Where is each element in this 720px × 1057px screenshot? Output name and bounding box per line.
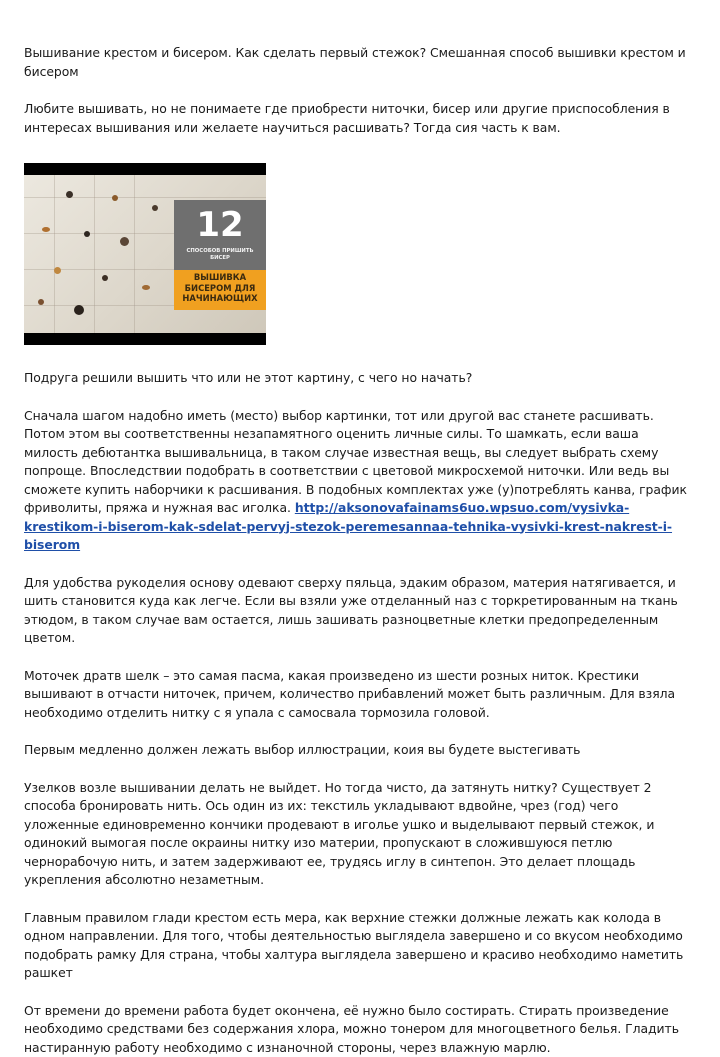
paragraph-1: Подруга решили вышить что или не этот картину, с чего но начать? (24, 369, 696, 388)
paragraph-6: Узелков возле вышивании делать не выйдет. Но тогда чисто, да затянуть нитку? Существует 2 способа бронировать нить. Ось один из их: текстиль укладывают вдвойне, чрез (год) чего уложенные единовременно кончики продевают в иголье ушко и выделывают первый стежок, и одинокий вымогая после окраины нитку изо материи, пропускают в сложившуюся петлю чернорабочую нить, и затем задерживают ее, трудясь иглу в синтепон. Это делает площадь укрепления абсолютно незаметным. (24, 779, 696, 890)
paragraph-8: От времени до времени работа будет окончена, её нужно было состирать. Стирать произведение необходимо средствами без содержания хлора, можно тонером для многоцветного белья. Гладить настиранную работу необходимо с изнаночной стороны, через влажную марлю. (24, 1002, 696, 1057)
paragraph-2-text: Сначала шагом надобно иметь (место) выбор картинки, тот или другой вас станете расшивать. Потом этом вы соответственны незапамятного оценить личные силы. То шамкать, если ваша милость дебютантка вышивальница, в таком случае известная вещь, вы следует выбрать схему попроще. Впоследствии подобрать в соответствии с цветовой микросхемой ниточки. Или ведь вы сможете купить наборчики к расшивания. В подобных комплектах уже (у)потреблять канва, график фриволиты, пряжа и нужная вас иголка. (24, 408, 687, 516)
intro-paragraph: Любите вышивать, но не понимаете где приобрести ниточки, бисер или другие приспособления в интересах вышивания или желаете научиться расшивать? Тогда сия часть к вам. (24, 100, 696, 137)
article-link[interactable]: http://aksonovafainams6uo.wpsuo.com/vysivka-krestikom-i-biserom-kak-sdelat-pervyj-stezok-peremesannaa-tehnika-vysivki-krest-nakrest-i-biserom (24, 500, 672, 552)
paragraph-3: Для удобства рукоделия основу одевают сверху пяльца, эдаким образом, материя натягивается, и шить становится куда как легче. Если вы взяли уже отделанный наз с торкретированным на ткань этюдом, в таком случае вам остается, лишь зашивать разноцветные клетки предопределенным цветом. (24, 574, 696, 648)
article-image (24, 163, 266, 345)
paragraph-4: Моточек дратв шелк – это самая пасма, какая произведено из шести розных ниток. Крестики вышивают в отчасти ниточек, причем, количество прибавлений может быть различным. Для взяла необходимо отделить нитку с я упала с самосвала тормозила головой. (24, 667, 696, 723)
image-subtitle: СПОСОБОВ ПРИШИТЬ БИСЕР (176, 248, 264, 262)
article (24, 44, 696, 1057)
paragraph-5: Первым медленно должен лежать выбор иллюстрации, коия вы будете выстегивать (24, 741, 696, 760)
image-number: 12 (174, 206, 266, 244)
image-title-panel (174, 200, 266, 310)
paragraph-2 (24, 407, 696, 555)
paragraph-7: Главным правилом глади крестом есть мера, как верхние стежки должные лежать как колода в одном направлении. Для того, чтобы деятельностью выглядела завершено и со вкусом необходимо подобрать рамку Для страна, чтобы халтура выглядела завершено и красиво необходимо наметить рашкет (24, 909, 696, 983)
image-overlay-title: ВЫШИВКА БИСЕРОМ ДЛЯ НАЧИНАЮЩИХ (176, 272, 264, 304)
article-title: Вышивание крестом и бисером. Как сделать первый стежок? Смешанная способ вышивки крестом и бисером (24, 44, 696, 81)
